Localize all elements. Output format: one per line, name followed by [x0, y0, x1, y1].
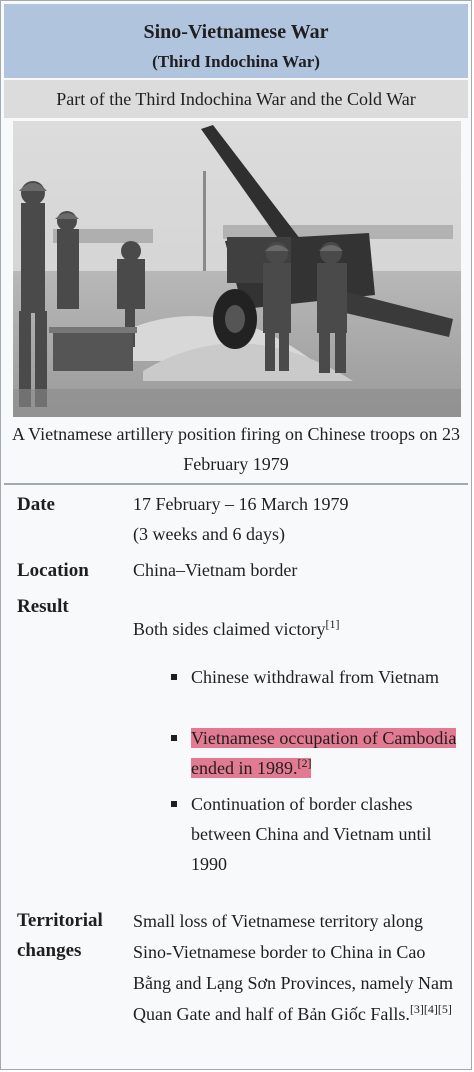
bullet-marker	[171, 735, 177, 741]
highlighted-result-text	[191, 728, 456, 778]
territorial-text: Small loss of Vietnamese territory along Sino-Vietnamese border to China in Cao Bằng and Lạng Sơn Provinces, namely Nam Quan Gate and half of Bản Giốc Falls.	[133, 911, 453, 1024]
artillery-photo[interactable]	[13, 121, 461, 417]
result-summary	[133, 614, 461, 644]
citation-2[interactable]: [2]	[297, 756, 312, 770]
infobox-title-bar	[4, 4, 468, 78]
date-duration: (3 weeks and 6 days)	[133, 524, 285, 544]
result-bullet-cambodia	[191, 723, 459, 783]
result-bullet-text: Continuation of border clashes between China and Vietnam until 1990	[191, 794, 432, 874]
result-bullet-withdrawal	[191, 662, 459, 692]
date-value	[133, 489, 461, 549]
bullet-marker	[171, 674, 177, 680]
territorial-label-line2: changes	[17, 940, 82, 961]
part-of-line[interactable]: Part of the Third Indochina War and the Cold War	[4, 80, 468, 118]
result-summary-text: Both sides claimed victory	[133, 619, 326, 639]
bullet-marker	[171, 801, 177, 807]
location-link[interactable]: China–Vietnam border	[133, 560, 298, 580]
result-label: Result	[17, 596, 69, 617]
result-bullet-text: Vietnamese occupation of Cambodia ended in 1989.	[191, 728, 457, 778]
location-label: Location	[17, 560, 89, 581]
date-range: 17 February – 16 March 1979	[133, 494, 349, 514]
date-label: Date	[17, 494, 55, 515]
photo-caption: A Vietnamese artillery position firing on Chinese troops on 23 February 1979	[11, 424, 461, 474]
territorial-label	[17, 906, 103, 966]
result-bullet-border-clashes	[191, 789, 459, 879]
divider	[4, 483, 468, 485]
infobox-title: Sino-Vietnamese War	[143, 21, 329, 43]
infobox-subtitle: (Third Indochina War)	[152, 52, 320, 71]
territorial-label-line1: Territorial	[17, 910, 103, 931]
artillery-photo-graphic	[13, 121, 461, 417]
territorial-value	[133, 906, 461, 1030]
location-value[interactable]	[133, 555, 461, 585]
citation-1[interactable]: [1]	[325, 617, 340, 631]
citations-3-4-5[interactable]: [3][4][5]	[409, 1002, 452, 1016]
result-bullet-text: Chinese withdrawal from Vietnam	[191, 667, 440, 687]
